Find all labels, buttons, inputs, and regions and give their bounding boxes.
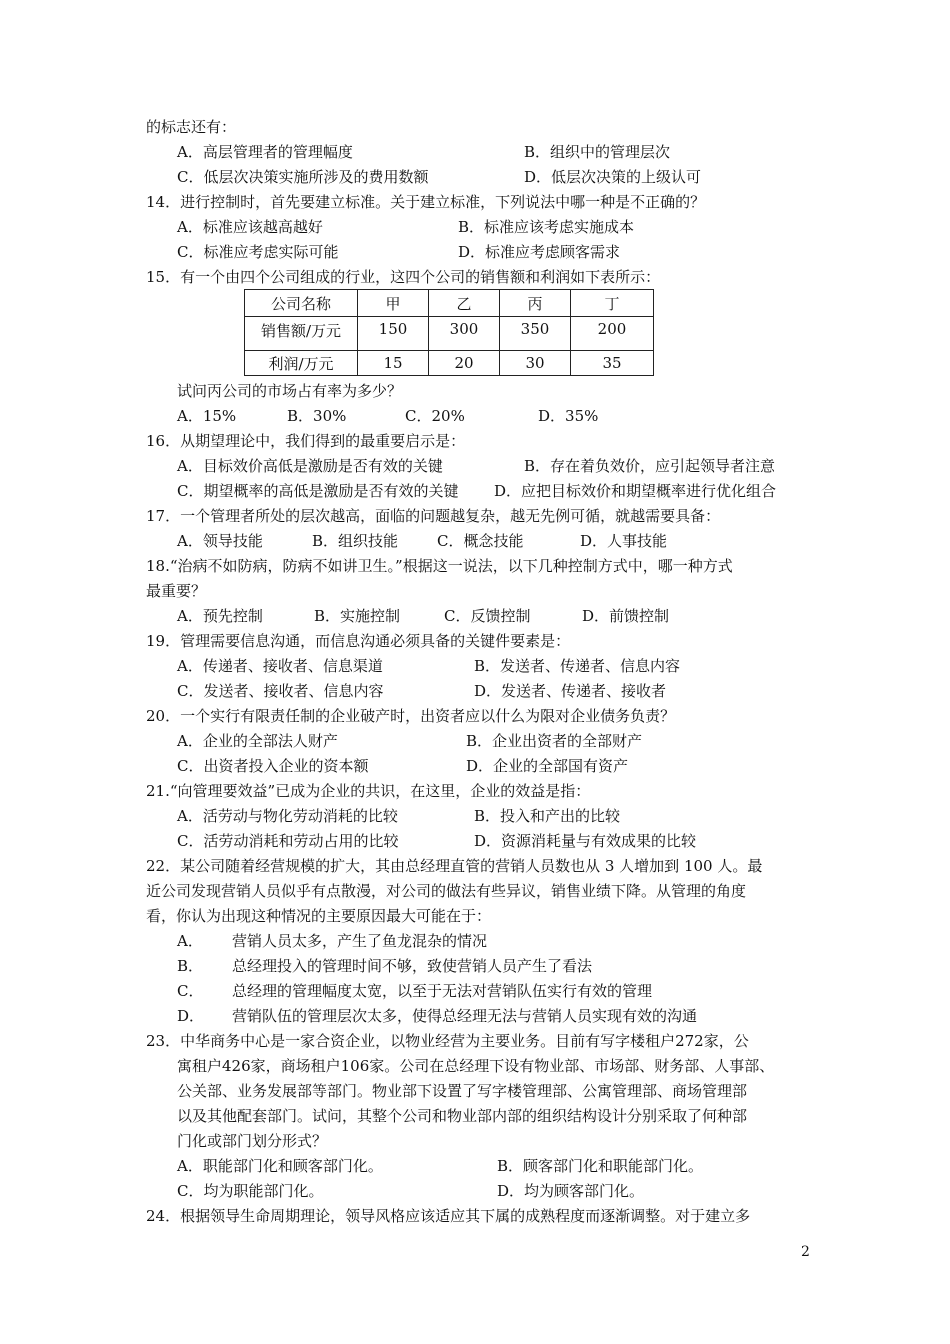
q17-stem: 17．一个管理者所处的层次越高，面临的问题越复杂，越无先例可循，就越需要具备：: [146, 507, 721, 525]
table-row: [245, 317, 654, 351]
q16-option-a: A．目标效价高低是激励是否有效的关键: [177, 457, 443, 475]
table-header-cell: 丙: [500, 290, 571, 317]
q24-stem-line1: 24．根据领导生命周期理论，领导风格应该适应其下属的成熟程度而逐渐调整。对于建立多: [146, 1207, 751, 1225]
q15-question: 试问丙公司的市场占有率为多少？: [177, 382, 403, 400]
q14-option-c: C．标准应考虑实际可能: [177, 243, 339, 261]
q21-option-a: A．活劳动与物化劳动消耗的比较: [177, 807, 398, 825]
q22-option-b-label: B．: [177, 957, 204, 975]
q13-option-d: D．低层次决策的上级认可: [524, 168, 702, 186]
q20-option-d: D．企业的全部国有资产: [466, 757, 629, 775]
table-cell: 150: [358, 317, 429, 351]
q15-option-d: D．35%: [538, 407, 599, 425]
table-header-cell: 公司名称: [245, 290, 358, 317]
table-cell: 30: [500, 351, 571, 376]
q14-option-a: A．标准应该越高越好: [177, 218, 323, 236]
q22-option-d: 营销队伍的管理层次太多，使得总经理无法与营销人员实现有效的沟通: [232, 1007, 698, 1025]
q21-option-c: C．活劳动消耗和劳动占用的比较: [177, 832, 399, 850]
q21-stem: 21.“向管理要效益”已成为企业的共识，在这里，企业的效益是指：: [146, 782, 591, 800]
q23-stem-line5: 门化或部门划分形式？: [177, 1132, 328, 1150]
table-cell: 35: [571, 351, 654, 376]
q17-option-a: A．领导技能: [177, 532, 263, 550]
q14-option-b: B．标准应该考虑实施成本: [458, 218, 635, 236]
q13-option-c: C．低层次决策实施所涉及的费用数额: [177, 168, 429, 186]
table-cell: 20: [429, 351, 500, 376]
table-cell: 销售额/万元: [245, 317, 358, 351]
q14-option-d: D．标准应考虑顾客需求: [458, 243, 621, 261]
q18-option-a: A．预先控制: [177, 607, 263, 625]
q22-option-c: 总经理的管理幅度太宽，以至于无法对营销队伍实行有效的管理: [232, 982, 653, 1000]
table-header-row: [245, 290, 654, 317]
q16-option-c: C．期望概率的高低是激励是否有效的关键: [177, 482, 459, 500]
q23-option-a: A．职能部门化和顾客部门化。: [177, 1157, 383, 1175]
q23-option-c: C．均为职能部门化。: [177, 1182, 324, 1200]
table-cell: 350: [500, 317, 571, 351]
sales-profit-table: [244, 289, 654, 376]
q22-stem-line2: 近公司发现营销人员似乎有点散漫，对公司的做法有些异议，销售业绩下降。从管理的角度: [146, 882, 747, 900]
table-header-cell: 乙: [429, 290, 500, 317]
q16-stem: 16．从期望理论中，我们得到的最重要启示是：: [146, 432, 466, 450]
q14-stem: 14．进行控制时，首先要建立标准。关于建立标准，下列说法中哪一种是不正确的？: [146, 193, 706, 211]
page-number: 2: [801, 1244, 810, 1260]
q19-option-b: B．发送者、传递者、信息内容: [474, 657, 681, 675]
intro-tail: 的标志还有：: [146, 118, 237, 136]
q13-option-b: B．组织中的管理层次: [524, 143, 671, 161]
q20-option-c: C．出资者投入企业的资本额: [177, 757, 369, 775]
table-row: [245, 351, 654, 376]
q16-option-d: D．应把目标效价和期望概率进行优化组合: [494, 482, 777, 500]
q17-option-b: B．组织技能: [312, 532, 399, 550]
q15-option-c: C．20%: [405, 407, 465, 425]
q23-stem-line3: 公关部、业务发展部等部门。物业部下设置了写字楼管理部、公寓管理部、商场管理部: [177, 1082, 748, 1100]
q20-option-a: A．企业的全部法人财产: [177, 732, 338, 750]
q23-stem-line1: 23．中华商务中心是一家合资企业，以物业经营为主要业务。目前有写字楼租户272家，公: [146, 1032, 749, 1050]
q15-option-a: A．15%: [177, 407, 237, 425]
table-header-cell: 丁: [571, 290, 654, 317]
table-cell: 利润/万元: [245, 351, 358, 376]
q22-option-c-label: C．: [177, 982, 204, 1000]
q19-option-c: C．发送者、接收者、信息内容: [177, 682, 384, 700]
q19-option-a: A．传递者、接收者、信息渠道: [177, 657, 383, 675]
table-cell: 15: [358, 351, 429, 376]
q20-option-b: B．企业出资者的全部财产: [466, 732, 643, 750]
q18-stem-line2: 最重要？: [146, 582, 207, 600]
q23-option-d: D．均为顾客部门化。: [497, 1182, 645, 1200]
q22-stem-line3: 看，你认为出现这种情况的主要原因最大可能在于：: [146, 907, 492, 925]
q20-stem: 20．一个实行有限责任制的企业破产时，出资者应以什么为限对企业债务负责？: [146, 707, 676, 725]
table-header-cell: 甲: [358, 290, 429, 317]
q23-option-b: B．顾客部门化和职能部门化。: [497, 1157, 704, 1175]
q19-stem: 19．管理需要信息沟通，而信息沟通必须具备的关键件要素是：: [146, 632, 571, 650]
q16-option-b: B．存在着负效价，应引起领导者注意: [524, 457, 776, 475]
q18-option-d: D．前馈控制: [582, 607, 670, 625]
q21-option-d: D．资源消耗量与有效成果的比较: [474, 832, 697, 850]
q13-option-a: A．高层管理者的管理幅度: [177, 143, 353, 161]
q22-option-a: 营销人员太多，产生了鱼龙混杂的情况: [232, 932, 488, 950]
q22-option-d-label: D．: [177, 1007, 205, 1025]
table-cell: 200: [571, 317, 654, 351]
q19-option-d: D．发送者、传递者、接收者: [474, 682, 667, 700]
q15-option-b: B．30%: [287, 407, 347, 425]
q22-option-b: 总经理投入的管理时间不够，致使营销人员产生了看法: [232, 957, 593, 975]
q18-option-b: B．实施控制: [314, 607, 401, 625]
q22-option-a-label: A．: [177, 932, 203, 950]
q15-stem: 15．有一个由四个公司组成的行业，这四个公司的销售额和利润如下表所示：: [146, 268, 661, 286]
q17-option-d: D．人事技能: [580, 532, 668, 550]
q18-stem-line1: 18.“治病不如防病，防病不如讲卫生。”根据这一说法，以下几种控制方式中，哪一种方式: [146, 557, 733, 575]
q23-stem-line2: 寓租户426家，商场租户106家。公司在总经理下设有物业部、市场部、财务部、人事部、: [177, 1057, 775, 1075]
q21-option-b: B．投入和产出的比较: [474, 807, 621, 825]
q22-stem-line1: 22．某公司随着经营规模的扩大，其由总经理直管的营销人员数也从 3 人增加到 100 人。最: [146, 857, 763, 875]
q23-stem-line4: 以及其他配套部门。试问，其整个公司和物业部内部的组织结构设计分别采取了何种部: [177, 1107, 748, 1125]
table-cell: 300: [429, 317, 500, 351]
q18-option-c: C．反馈控制: [444, 607, 531, 625]
q17-option-c: C．概念技能: [437, 532, 524, 550]
